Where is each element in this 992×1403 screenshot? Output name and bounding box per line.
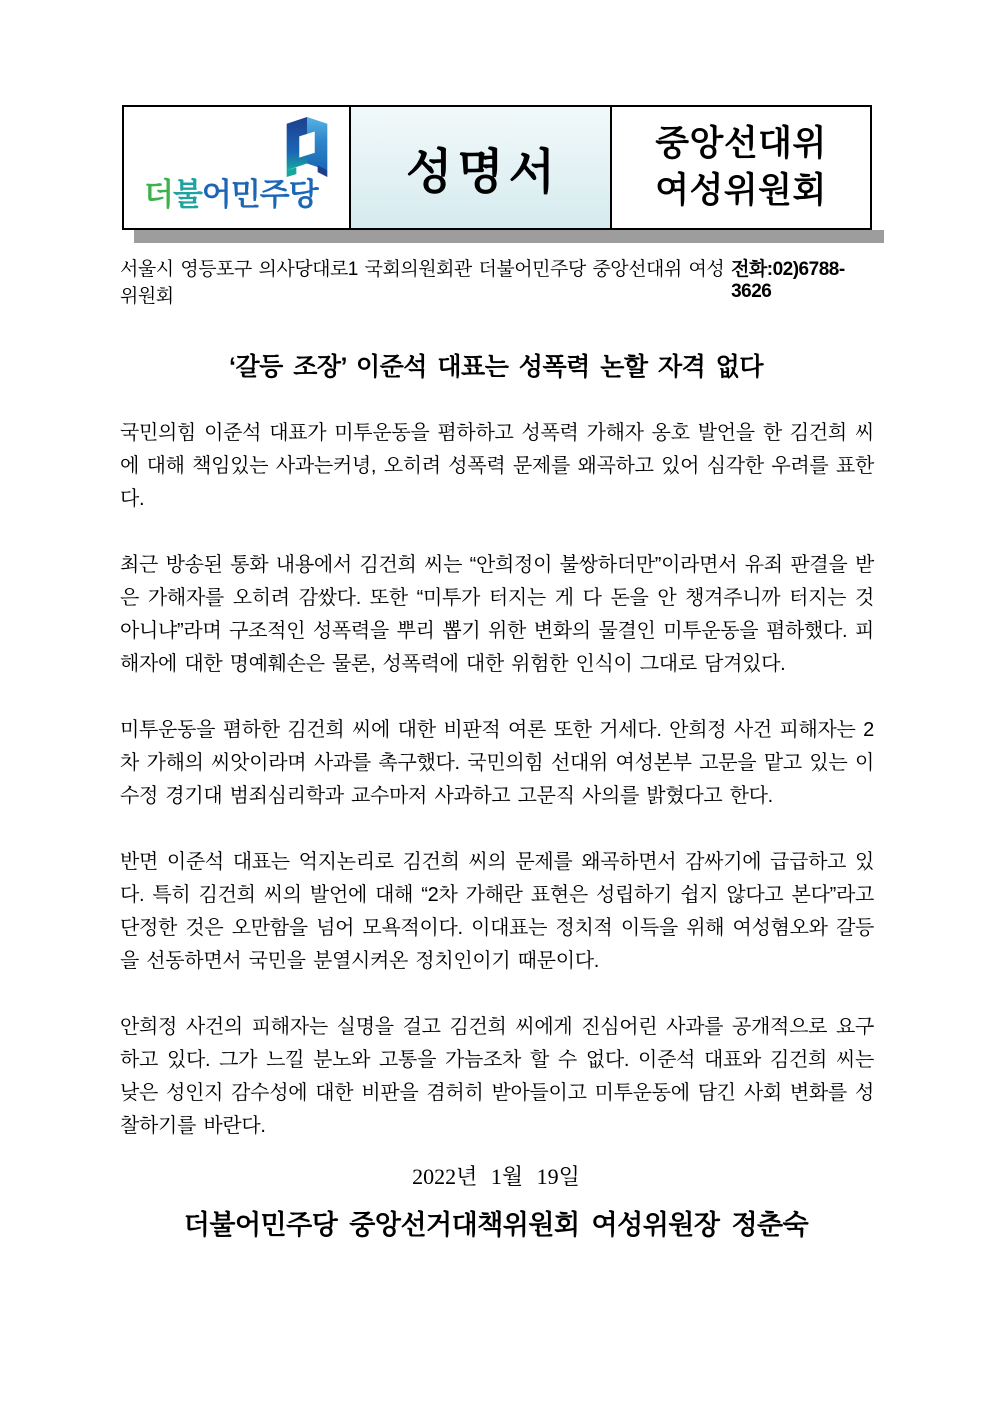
paragraph-3: 미투운동을 폄하한 김건희 씨에 대한 비판적 여론 또한 거세다. 안희정 사건 피해자는 2차 가해의 씨앗이라며 사과를 촉구했다. 국민의힘 선대위 여성본부 고문을 맡고 있는 이수정 경기대 범죄심리학과 교수마저 사과하고 고문직 사의를 밝혔다고 한다.: [120, 719, 874, 807]
org-line-1: 중앙선대위: [655, 124, 827, 163]
party-name-part-green: 더: [144, 177, 173, 212]
party-name: [144, 169, 318, 214]
party-logo-cell: [124, 107, 351, 228]
contact-line: [120, 254, 874, 308]
paragraph-1: 국민의힘 이준석 대표가 미투운동을 폄하하고 성폭력 가해자 옹호 발언을 한 김건희 씨에 대해 책임있는 사과는커녕, 오히려 성폭력 문제를 왜곡하고 있어 심각한 우려를 표한다.: [120, 422, 874, 510]
paragraph-2: 최근 방송된 통화 내용에서 김건희 씨는 “안희정이 불쌍하더만”이라면서 유죄 판결을 받은 가해자를 오히려 감쌌다. 또한 “미투가 터지는 게 다 돈을 안 챙겨주니까 터지는 것 아니냐”라며 구조적인 성폭력을 뿌리 뽑기 위한 변화의 물결인 미투운동을 폄하했다. 피해자에 대한 명예훼손은 물론, 성폭력에 대한 위험한 인식이 그대로 담겨있다.: [120, 554, 874, 675]
party-flag-icon: [286, 117, 328, 177]
paragraph-5: 안희정 사건의 피해자는 실명을 걸고 김건희 씨에게 진심어린 사과를 공개적으로 요구하고 있다. 그가 느낄 분노와 고통을 가늠조차 할 수 없다. 이준석 대표와 김건희 씨는 낮은 성인지 감수성에 대한 비판을 겸허히 받아들이고 미투운동에 담긴 사회 변화를 성찰하기를 바란다.: [120, 1016, 874, 1137]
statement-label-cell: [351, 107, 612, 228]
address-text: 서울시 영등포구 의사당대로1 국회의원회관 더불어민주당 중앙선대위 여성위원회: [120, 259, 725, 307]
paragraph-4: 반면 이준석 대표는 억지논리로 김건희 씨의 문제를 왜곡하면서 감싸기에 급급하고 있다. 특히 김건희 씨의 발언에 대해 “2차 가해란 표현은 성립하기 쉽지 않다고 본다”라고 단정한 것은 오만함을 넘어 모욕적이다. 이대표는 정치적 이득을 위해 여성혐오와 갈등을 선동하면서 국민을 분열시켜온 정치인이기 때문이다.: [120, 851, 874, 972]
party-name-part-blue: 어민주당: [201, 177, 318, 212]
header-banner: [122, 105, 872, 230]
statement-label: 성명서: [405, 146, 561, 199]
org-cell: [612, 107, 870, 228]
phone-text: 전화:02)6788-3626: [731, 259, 845, 302]
document-date: 2022년 1월 19일: [412, 1164, 580, 1189]
document-signature: 더불어민주당 중앙선거대책위원회 여성위원장 정춘숙: [183, 1210, 809, 1240]
document-body: [120, 417, 874, 1176]
header-drop-shadow: [134, 230, 884, 243]
party-name-part-teal: 불: [172, 177, 202, 212]
org-line-2: 여성위원회: [655, 170, 827, 210]
document-title: ‘갈등 조장’ 이준석 대표는 성폭력 논할 자격 없다: [229, 353, 763, 381]
